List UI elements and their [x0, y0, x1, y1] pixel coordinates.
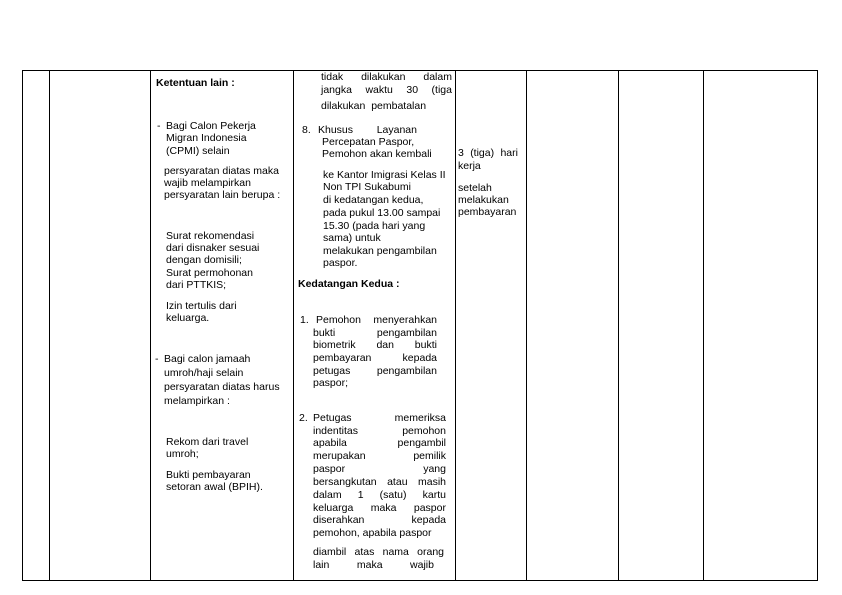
text-line: jangka waktu 30 (tiga	[321, 84, 452, 96]
text-line: Non TPI Sukabumi	[323, 181, 411, 193]
text-line: dalam 1 (satu) kartu	[313, 489, 446, 501]
table-bottom-border	[22, 580, 818, 581]
text-line: keluarga maka paspor	[313, 502, 446, 514]
text-line: biometrik dan bukti	[313, 339, 437, 351]
text-line: pemohon, apabila paspor	[313, 527, 432, 539]
text-line: indentitas pemohon	[313, 425, 446, 437]
column-divider	[526, 70, 527, 581]
text-line: merupakan pemilik	[313, 450, 446, 462]
bullet-dash: -	[157, 120, 161, 132]
text-line: melakukan pengambilan	[323, 245, 437, 257]
text-line: diserahkan kepada	[313, 514, 446, 526]
text-line: di kedatangan kedua,	[323, 194, 424, 206]
column-divider	[293, 70, 294, 581]
text-line: Pemohon menyerahkan	[316, 314, 437, 326]
text-line: dilakukan pembatalan	[321, 100, 427, 112]
text-line: dengan domisili;	[166, 254, 242, 266]
text-line: pada pukul 13.00 sampai	[323, 207, 441, 219]
text-line: tidak dilakukan dalam	[321, 71, 452, 83]
text-line: bersangkutan atau masih	[313, 476, 446, 488]
section-heading: Kedatangan Kedua :	[298, 278, 400, 290]
text-line: Surat rekomendasi	[166, 230, 255, 242]
text-line: Migran Indonesia	[166, 132, 247, 144]
text-line: setoran awal (BPIH).	[166, 481, 263, 493]
text-line: (CPMI) selain	[166, 145, 230, 157]
text-line: bukti pengambilan	[313, 327, 437, 339]
text-line: 15.30 (pada hari yang	[323, 220, 426, 232]
text-line: lain maka wajib	[313, 559, 434, 571]
text-line: ke Kantor Imigrasi Kelas II	[323, 169, 446, 181]
text-line: persyaratan lain berupa :	[164, 189, 281, 201]
column-divider	[455, 70, 456, 581]
text-line: petugas pengambilan	[313, 365, 437, 377]
column-divider	[49, 70, 50, 581]
text-line: pembayaran	[458, 206, 517, 218]
list-number: 1.	[300, 314, 309, 326]
text-line: paspor yang	[313, 463, 446, 475]
text-line: kerja	[458, 160, 481, 172]
column-divider	[22, 70, 23, 581]
text-line: umroh;	[166, 448, 199, 460]
list-number: 8.	[302, 124, 311, 136]
text-line: keluarga.	[166, 312, 210, 324]
bullet-dash: -	[155, 353, 159, 365]
text-line: Petugas memeriksa	[313, 412, 446, 424]
text-line: persyaratan diatas harus	[164, 381, 280, 393]
text-line: Bagi Calon Pekerja	[166, 120, 256, 132]
text-line: melakukan	[458, 194, 509, 206]
text-line: wajib melampirkan	[164, 177, 251, 189]
text-line: paspor.	[323, 257, 358, 269]
column-divider	[618, 70, 619, 581]
text-line: apabila pengambil	[313, 437, 446, 449]
text-line: Bukti pembayaran	[166, 469, 251, 481]
column-divider	[817, 70, 818, 581]
text-line: Pemohon akan kembali	[322, 148, 432, 160]
list-number: 2.	[299, 412, 308, 424]
text-line: setelah	[458, 182, 492, 194]
text-line: pembayaran kepada	[313, 352, 437, 364]
column-divider	[703, 70, 704, 581]
text-line: Izin tertulis dari	[166, 300, 237, 312]
text-line: umroh/haji selain	[164, 367, 244, 379]
section-heading: Ketentuan lain :	[156, 77, 235, 89]
text-line: Bagi calon jamaah	[164, 353, 251, 365]
text-line: Rekom dari travel	[166, 436, 249, 448]
text-line: dari disnaker sesuai	[166, 242, 260, 254]
text-line: dari PTTKIS;	[166, 279, 227, 291]
text-line: persyaratan diatas maka	[164, 165, 279, 177]
column-divider	[150, 70, 151, 581]
text-line: paspor;	[313, 377, 349, 389]
text-line: Khusus Layanan	[318, 124, 417, 136]
text-line: melampirkan :	[164, 395, 230, 407]
text-line: Surat permohonan	[166, 267, 253, 279]
text-line: Percepatan Paspor,	[322, 136, 415, 148]
text-line: diambil atas nama orang	[313, 546, 444, 558]
text-line: sama) untuk	[323, 232, 381, 244]
text-line: 3 (tiga) hari	[458, 147, 518, 159]
